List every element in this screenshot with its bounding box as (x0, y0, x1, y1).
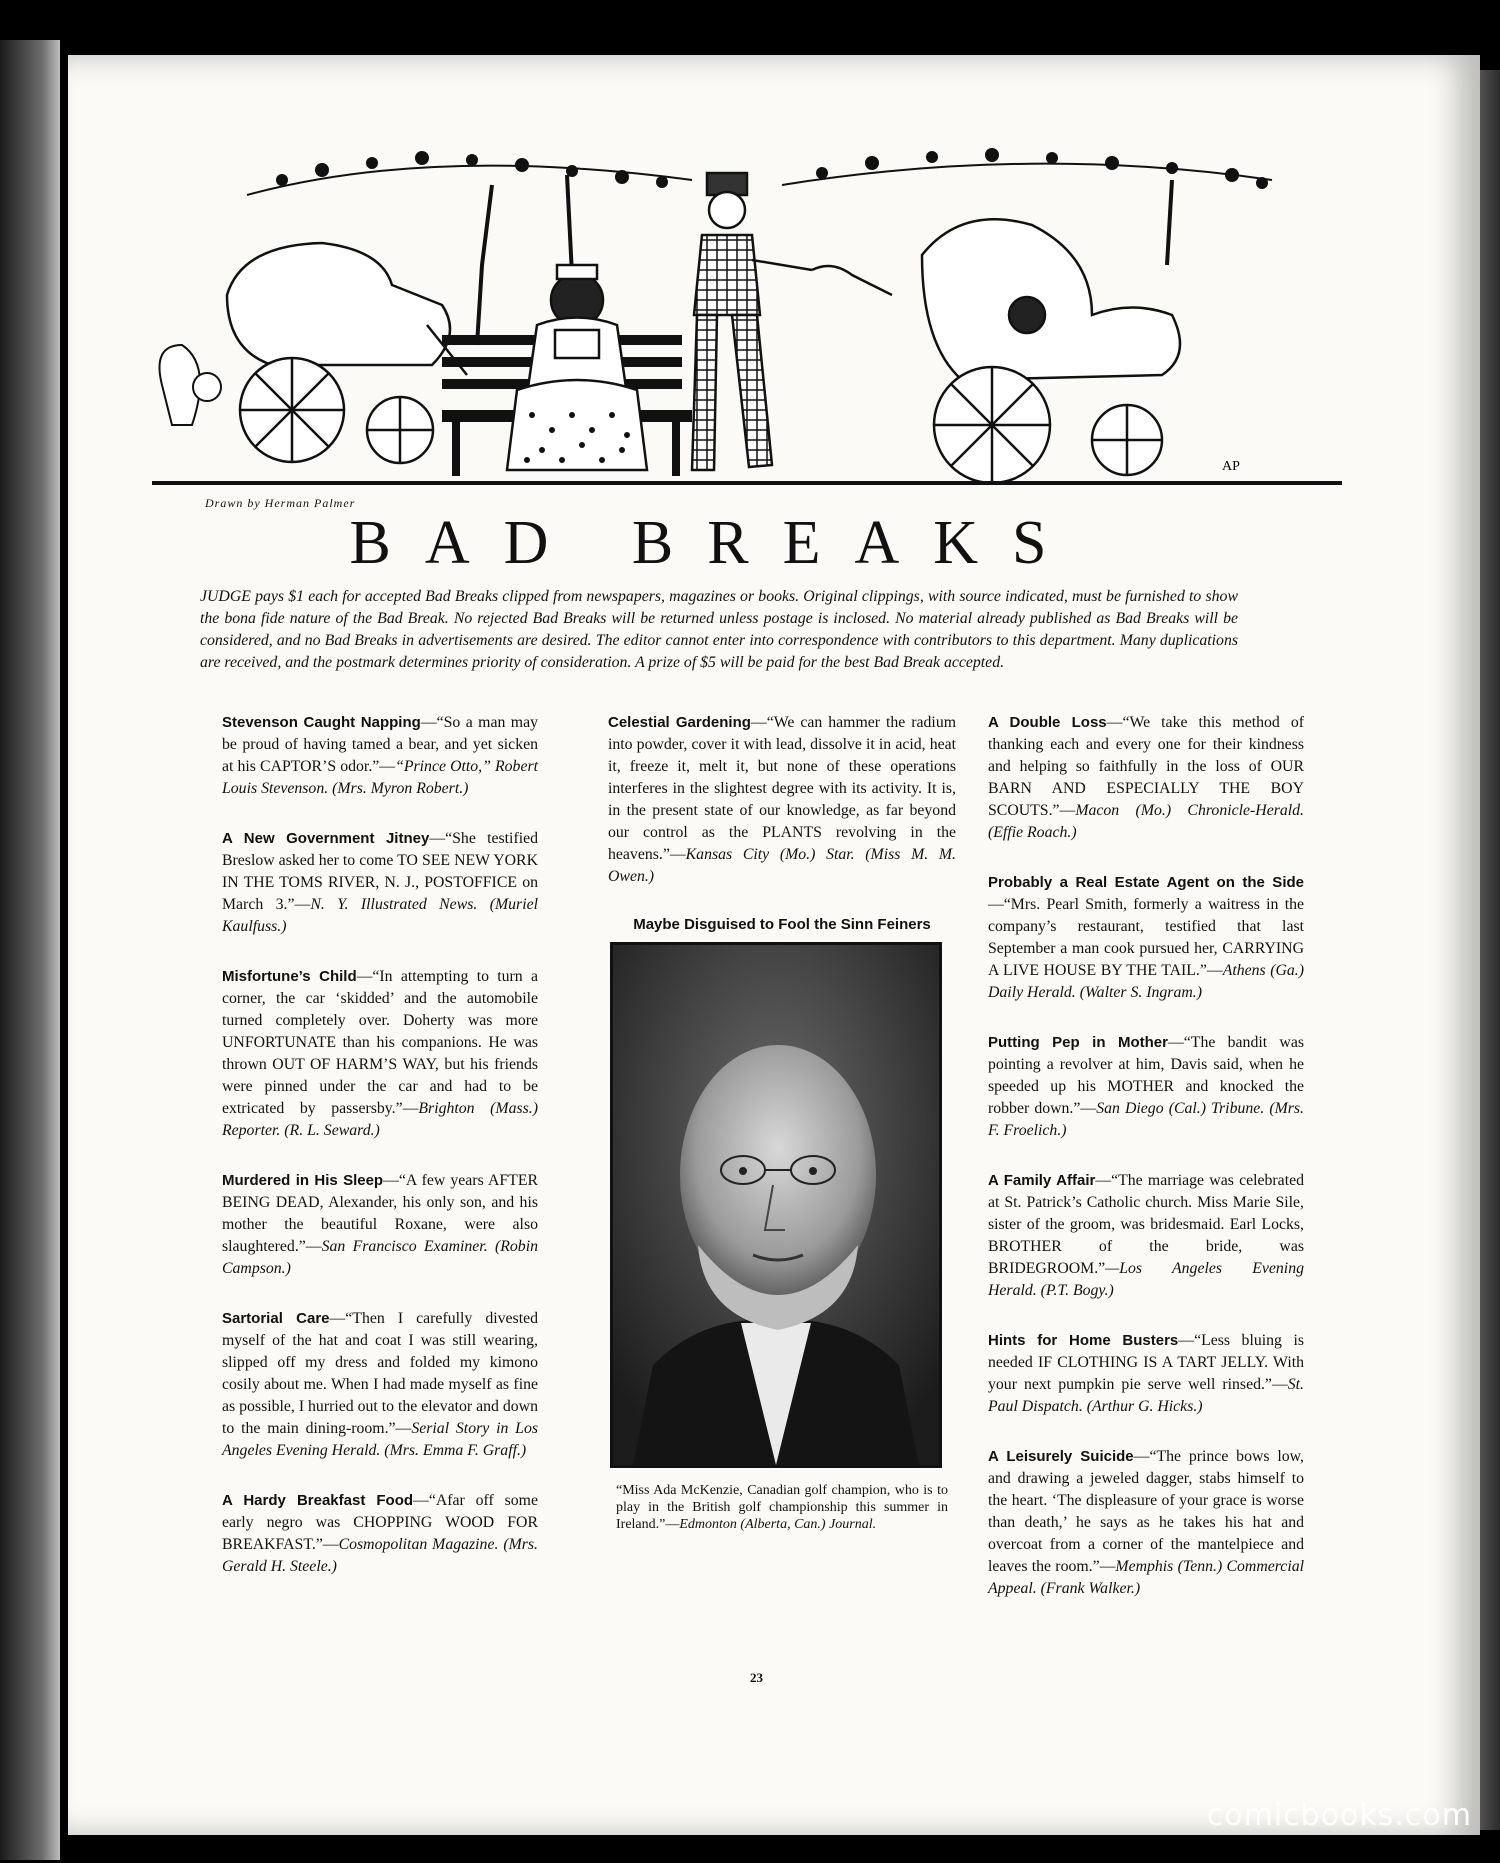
entry-heading: A Hardy Breakfast Food (222, 1492, 414, 1509)
photo-caption-source: Edmonton (Alberta, Can.) Journal. (679, 1517, 877, 1532)
entry-heading: Probably a Real Estate Agent on the Side (988, 874, 1304, 891)
intro-paragraph: JUDGE pays $1 each for accepted Bad Breaks clipped from newspapers, magazines or books. Original clippings, with source indicated, must be furnished to show the bona fide nature of the Bad Break. No rejected Bad Breaks will be returned unless postage is inclosed. No material already published as Bad Breaks will be considered, and no Bad Breaks in advertisements are desired. The editor cannot enter into correspondence with contributors to this department. Many duplications are received, and the postmark determines priority of consideration. A prize of $5 will be paid for the best Bad Break accepted. (200, 588, 1238, 671)
portrait-photo (610, 942, 942, 1468)
entry-source: Macon (Mo.) Chronicle-Herald. (Effie Roach.) (988, 802, 1304, 841)
entry-source: Kansas City (Mo.) Star. (Miss M. M. Owen.) (608, 846, 956, 885)
photo-caption-text: “Miss Ada McKenzie, Canadian golf champion, who is to play in the British golf championship this summer in Ireland.”— (616, 1483, 948, 1532)
entry-heading: Misfortune’s Child (222, 968, 357, 985)
entry-source: N. Y. Illustrated News. (Muriel Kaulfuss.) (222, 896, 538, 935)
entry-text: —“Less bluing is needed IF CLOTHING IS A TART JELLY. With your next pumpkin pie serve well rinsed.”— (988, 1332, 1304, 1393)
entry-source: San Diego (Cal.) Tribune. (Mrs. F. Froelich.) (988, 1100, 1304, 1139)
site-watermark: comicbooks.com (1206, 1798, 1472, 1833)
entry-text: —“Then I carefully divested myself of the hat and coat I was still wearing, slipped off my dress and folded my kimono cosily about me. When I had made myself as fine as possible, I hurried out to the elevator and down to the main dining-room.”— (222, 1310, 538, 1437)
entry-source: Athens (Ga.) Daily Herald. (Walter S. Ingram.) (988, 962, 1304, 1001)
entry-heading: A Double Loss (988, 714, 1107, 731)
entry-heading: Stevenson Caught Napping (222, 714, 421, 731)
entry (608, 712, 956, 888)
park-bench-illustration (132, 125, 1357, 487)
man-portrait-image (613, 945, 939, 1465)
column-right (988, 712, 1304, 1628)
entry-source: —Los Angeles Evening Herald. (P.T. Bogy.) (988, 1260, 1304, 1299)
entry-source: Brighton (Mass.) Reporter. (R. L. Seward.) (222, 1100, 538, 1139)
entry-source: Serial Story in Los Angeles Evening Herald. (Mrs. Emma F. Graff.) (222, 1420, 538, 1459)
entry (222, 712, 538, 800)
column-middle (608, 712, 956, 1533)
entry-text: —“So a man may be proud of having tamed a bear, and yet sicken at his CAPTOR’S odor.”— (222, 714, 539, 775)
book-spine-edge (0, 40, 60, 1860)
entry-text: —“The prince bows low, and drawing a jeweled dagger, stabs himself to the heart. ‘The displeasure of your grace is worse than death,’ he says as he takes his hat and overcoat from a corner of the mantelpiece and leaves the room.”— (988, 1448, 1305, 1575)
page-title: BAD BREAKS (349, 509, 1081, 577)
entry-heading: Celestial Gardening (608, 714, 751, 731)
entry-text: —“The marriage was celebrated at St. Patrick’s Catholic church. Miss Marie Sile, sister of the groom, was bridesmaid. Earl Locks, BROTHER of the bride, was BRIDEGROOM.” (988, 1172, 1304, 1277)
entry-source: “Prince Otto,” Robert Louis Stevenson. (Mrs. Myron Robert.) (222, 758, 538, 797)
entry (222, 1170, 538, 1280)
photo-title: Maybe Disguised to Fool the Sinn Feiners (633, 916, 931, 933)
entry (222, 966, 538, 1142)
entry-source: San Francisco Examiner. (Robin Campson.) (222, 1238, 538, 1277)
entry-heading: A Leisurely Suicide (988, 1448, 1134, 1465)
entry-heading: Hints for Home Busters (988, 1332, 1179, 1349)
entry (222, 1308, 538, 1462)
entry-source: St. Paul Dispatch. (Arthur G. Hicks.) (988, 1376, 1304, 1415)
entry (222, 1490, 538, 1578)
entry-text: —“We take this method of thanking each and every one for their kindness and helping so faithfully in the loss of OUR BARN AND ESPECIALLY THE BOY SCOUTS.”— (988, 714, 1304, 819)
entry (222, 828, 538, 938)
entry (988, 1170, 1304, 1302)
entry-text: —“The bandit was pointing a revolver at him, Davis said, when he speeded up his MOTHER and knocked the robber down.”— (988, 1034, 1304, 1117)
photo-caption (616, 1482, 948, 1533)
entry-text: —“Mrs. Pearl Smith, formerly a waitress in the company’s restaurant, testified that last September a man cook pursued her, CARRYING A LIVE HOUSE BY THE TAIL.”— (988, 896, 1304, 979)
entry (988, 1032, 1304, 1142)
entry-text: —“We can hammer the radium into powder, cover it with lead, dissolve it in acid, heat it, freeze it, melt it, but none of these operations interferes in the slightest degree with its activity. It is, in the present state of our knowledge, as far beyond our control as the PLANTS revolving in the heavens.”— (608, 714, 957, 863)
entry-text: —“A few years AFTER BEING DEAD, Alexander, his only son, and his mother the beautiful Roxane, were also slaughtered.”— (222, 1172, 538, 1255)
entry-text: —“Afar off some early negro was CHOPPING WOOD FOR BREAKFAST.”— (222, 1492, 538, 1553)
entry-heading: Murdered in His Sleep (222, 1172, 384, 1189)
entry-heading: A Family Affair (988, 1172, 1096, 1189)
entry-source: Memphis (Tenn.) Commercial Appeal. (Frank Walker.) (988, 1558, 1304, 1597)
entry (988, 712, 1304, 844)
entry-heading: Sartorial Care (222, 1310, 330, 1327)
entry-source: Cosmopolitan Magazine. (Mrs. Gerald H. Steele.) (222, 1536, 538, 1575)
entry-heading: A New Government Jitney (222, 830, 430, 847)
entry-text: —“She testified Breslow asked her to come TO SEE NEW YORK IN THE TOMS RIVER, N. J., POSTOFFICE on March 3.”— (222, 830, 538, 913)
illustration-credit: Drawn by Herman Palmer (205, 496, 356, 510)
entry (988, 872, 1304, 1004)
entry-heading: Putting Pep in Mother (988, 1034, 1168, 1051)
artist-monogram: AP (1222, 459, 1240, 474)
entry (988, 1330, 1304, 1418)
page-number: 23 (750, 1670, 763, 1685)
column-left (222, 712, 538, 1606)
entry-text: —“In attempting to turn a corner, the car ‘skidded’ and the automobile turned completely over. Doherty was more UNFORTUNATE than his companions. He was thrown OUT OF HARM’S WAY, but his friends were pinned under the car and had to be extricated by passersby.”— (222, 968, 538, 1117)
entry (988, 1446, 1304, 1600)
